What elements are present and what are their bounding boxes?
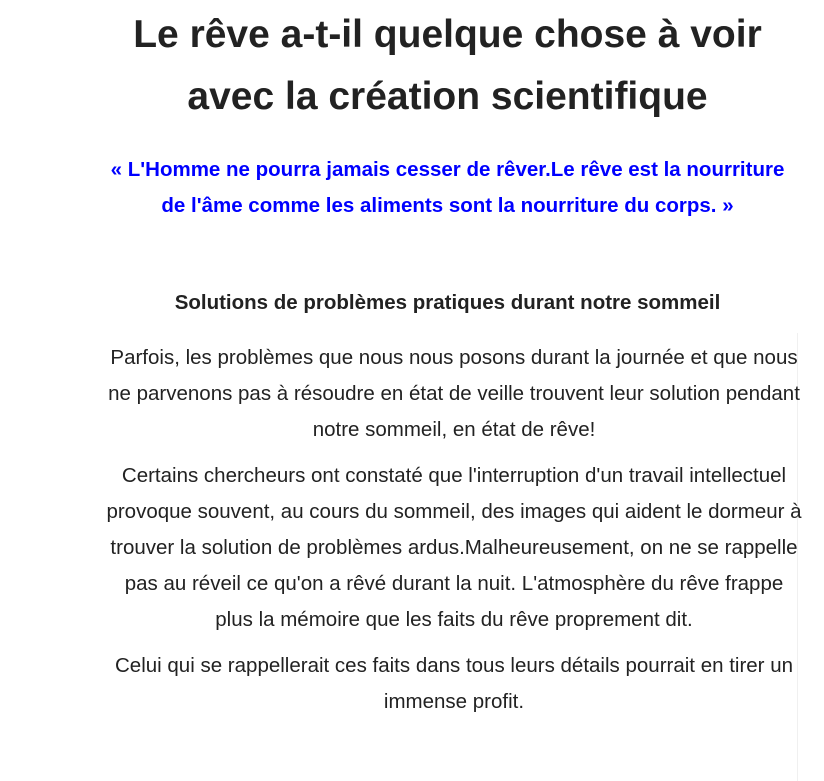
section-heading: Solutions de problèmes pratiques durant notre sommeil	[174, 291, 721, 314]
article-body	[106, 340, 802, 730]
paragraph: Certains chercheurs ont constaté que l'interruption d'un travail intellectuel provoque souvent, au cours du sommeil, des images qui aident le dormeur à trouver la solution de problèmes ardus.Malheureusement, on ne se rappelle pas au réveil ce qu'on a rêvé durant la nuit. L'atmosphère du rêve frappe plus la mémoire que les faits du rêve proprement dit.	[106, 464, 802, 631]
page-title: Le rêve a-t-il quelque chose à voir avec la création scientifique	[133, 13, 762, 118]
paragraph: Celui qui se rappellerait ces faits dans tous leurs détails pourrait en tirer un immense profit.	[115, 654, 793, 713]
paragraph: Parfois, les problèmes que nous nous posons durant la journée et que nous ne parvenons pas à résoudre en état de veille trouvent leur solution pendant notre sommeil, en état de rêve!	[108, 346, 800, 441]
quote: « L'Homme ne pourra jamais cesser de rêver.Le rêve est la nourriture de l'âme comme les aliments sont la nourriture du corps. »	[110, 158, 785, 217]
